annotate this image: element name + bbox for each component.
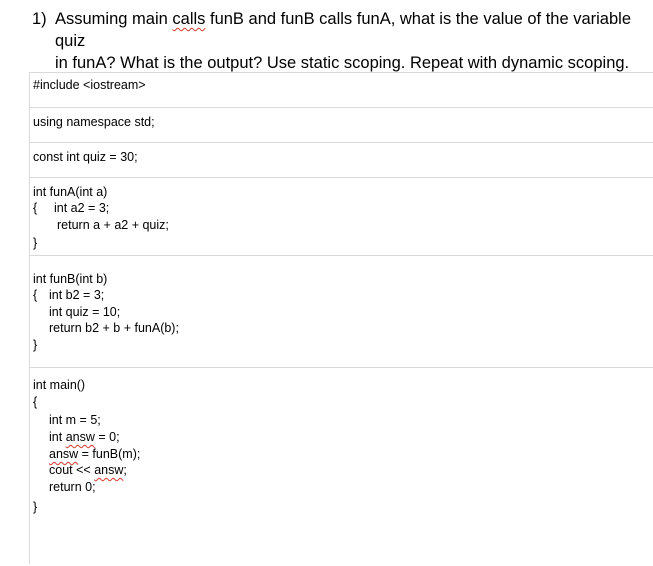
question-number: 1): [32, 10, 47, 28]
main-line3-b: = funB(m);: [78, 447, 141, 461]
main-line2-a: int: [49, 430, 66, 444]
code-row-const: [30, 142, 653, 178]
code-row-funA: [30, 177, 653, 256]
code-row-using: [30, 107, 653, 143]
funB-line3: return b2 + b + funA(b);: [49, 321, 179, 335]
main-line2: [49, 429, 120, 445]
code-using: using namespace std;: [33, 115, 155, 129]
funB-signature: int funB(int b): [33, 272, 108, 286]
main-signature: int main(): [33, 378, 86, 392]
code-include: #include <iostream>: [33, 78, 146, 92]
main-line4: [49, 462, 127, 478]
code-row-include: [30, 72, 653, 107]
funA-line2: return a + a2 + quiz;: [57, 218, 169, 232]
main-line1: int m = 5;: [49, 413, 101, 427]
main-open-brace: {: [33, 395, 38, 409]
question-body: [55, 8, 647, 74]
code-row-funB: [30, 255, 653, 368]
question-line1-a: Assuming main: [55, 10, 173, 28]
funA-open-brace: {: [33, 201, 38, 215]
main-line5: return 0;: [49, 480, 96, 494]
question-line2: in funA? What is the output? Use static scoping. Repeat with dynamic scoping.: [55, 54, 630, 72]
question-text: [32, 8, 647, 74]
spellcheck-word-answ: answ: [49, 447, 79, 461]
funB-line2: int quiz = 10;: [49, 305, 121, 319]
spellcheck-word-answ: answ: [65, 430, 95, 444]
funB-line1: int b2 = 3;: [49, 288, 105, 302]
spellcheck-word-calls: calls: [172, 10, 206, 28]
spellcheck-word-answ: answ: [94, 463, 124, 477]
code-row-main: [30, 367, 653, 566]
main-line3: [49, 446, 140, 462]
funB-open-brace: {: [33, 288, 38, 302]
funA-close-brace: }: [33, 236, 38, 250]
funB-close-brace: }: [33, 338, 38, 352]
main-line2-c: = 0;: [94, 430, 120, 444]
main-line4-a: cout <<: [49, 463, 95, 477]
funA-signature: int funA(int a): [33, 185, 108, 199]
funA-line1: int a2 = 3;: [54, 201, 110, 215]
question-line1-b: funB and funB calls funA, what is the value of the variable quiz: [55, 10, 631, 50]
main-line4-c: ;: [123, 463, 127, 477]
code-const: const int quiz = 30;: [33, 150, 138, 164]
main-close-brace: }: [33, 500, 38, 514]
code-table: [29, 72, 653, 564]
